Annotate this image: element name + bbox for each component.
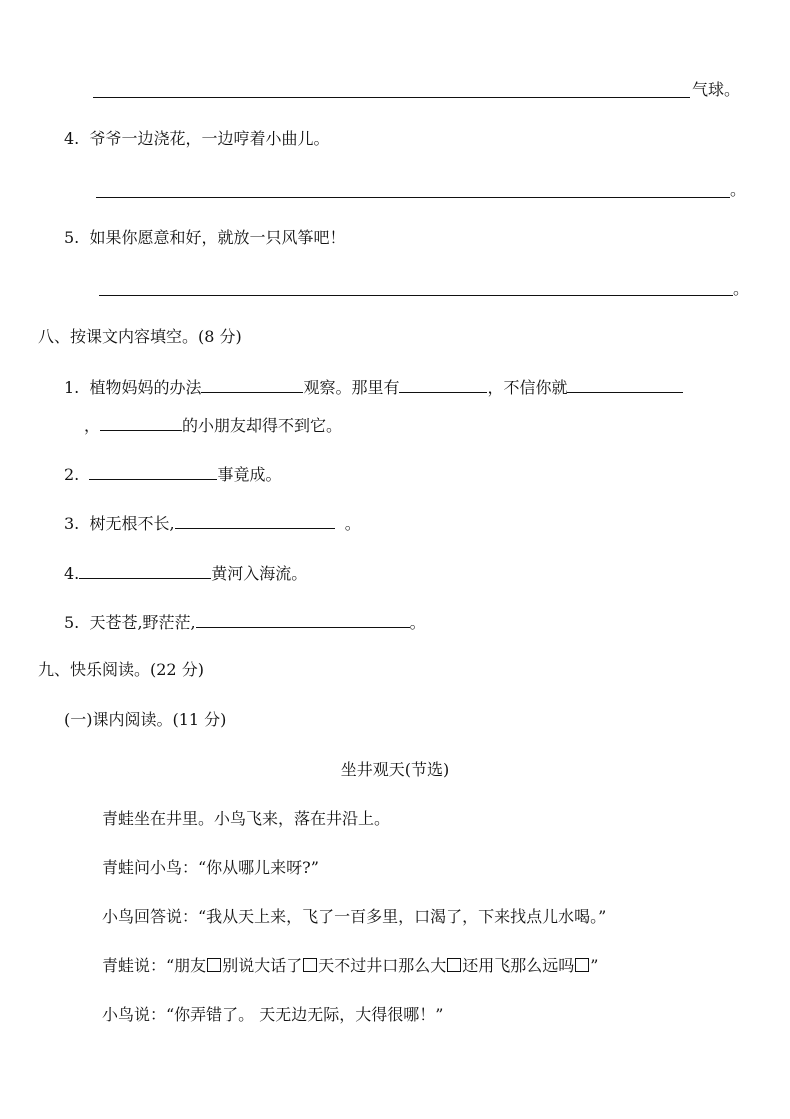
q7-item5-text: 如果你愿意和好，就放一只风筝吧！ xyxy=(89,228,346,247)
q7-item5-number: 5. xyxy=(64,228,80,247)
punctuation-box[interactable] xyxy=(447,958,461,972)
q7-item4-suffix: 。 xyxy=(730,180,747,199)
para4-part2: 别说大话了 xyxy=(222,956,303,975)
fill-blank[interactable] xyxy=(196,611,410,628)
q7-item5 xyxy=(64,228,345,248)
q8-item4 xyxy=(64,562,307,584)
fill-blank[interactable] xyxy=(567,376,683,393)
sub-heading-reading: (一)课内阅读。(11 分) xyxy=(64,710,227,729)
answer-line-q7-4[interactable] xyxy=(96,197,730,198)
q8-item1-part1: 植物妈妈的办法 xyxy=(89,378,202,397)
q8-item5-text: 天苍苍,野茫茫, xyxy=(89,613,196,632)
passage-paragraph-4 xyxy=(102,956,598,976)
q8-item2-text: 事竟成。 xyxy=(217,465,282,484)
passage-paragraph-5: 小鸟说：“你弄错了。 天无边无际，大得很哪！” xyxy=(102,1005,444,1024)
q7-item4-text: 爷爷一边浇花，一边哼着小曲儿。 xyxy=(89,129,330,148)
answer-line-q7-5[interactable] xyxy=(99,295,733,296)
q8-item2-number: 2. xyxy=(64,465,80,484)
fill-blank[interactable] xyxy=(89,463,217,480)
punctuation-box[interactable] xyxy=(575,958,589,972)
q8-item1-line2 xyxy=(84,414,342,436)
fill-blank[interactable] xyxy=(399,376,487,393)
q8-item3-number: 3. xyxy=(64,514,80,533)
q8-item2 xyxy=(64,463,281,485)
para4-part3: 天不过井口那么大 xyxy=(318,956,447,975)
q8-item5-suffix: 。 xyxy=(409,613,426,632)
answer-line-q7-3[interactable] xyxy=(93,97,690,98)
q8-item1-part3: ，不信你就 xyxy=(487,378,568,397)
para4-part4: 还用飞那么远吗 xyxy=(462,956,575,975)
fill-blank[interactable] xyxy=(79,562,211,579)
q8-item3-suffix: 。 xyxy=(344,514,361,533)
q8-item1-part5: 的小朋友却得不到它。 xyxy=(182,416,343,435)
q8-item3 xyxy=(64,512,361,534)
q7-item5-suffix: 。 xyxy=(733,279,750,298)
para4-part1: 青蛙说：“朋友 xyxy=(102,956,207,975)
passage-paragraph-3: 小鸟回答说：“我从天上来，飞了一百多里，口渴了，下来找点儿水喝。” xyxy=(102,907,607,926)
q8-item4-text: 黄河入海流。 xyxy=(211,564,308,583)
q8-item5-number: 5. xyxy=(64,613,80,632)
q8-item3-text: 树无根不长, xyxy=(89,514,175,533)
para4-part5: ” xyxy=(590,956,599,975)
q7-item4 xyxy=(64,129,329,149)
section-heading-q8: 八、按课文内容填空。(8 分) xyxy=(38,327,242,346)
fill-blank[interactable] xyxy=(201,376,303,393)
punctuation-box[interactable] xyxy=(207,958,221,972)
passage-paragraph-1: 青蛙坐在井里。小鸟飞来，落在井沿上。 xyxy=(102,809,391,828)
fill-blank[interactable] xyxy=(100,414,182,431)
q8-item1-line1 xyxy=(64,376,683,398)
punctuation-box[interactable] xyxy=(303,958,317,972)
passage-paragraph-2: 青蛙问小鸟：“你从哪儿来呀?” xyxy=(102,858,319,877)
fill-blank[interactable] xyxy=(175,512,335,529)
q7-item3-suffix: 气球。 xyxy=(692,80,741,99)
passage-title: 坐井观天(节选) xyxy=(340,760,450,779)
q8-item4-number: 4. xyxy=(64,564,80,583)
q8-item1-part2: 观察。那里有 xyxy=(303,378,400,397)
q8-item1-number: 1. xyxy=(64,378,80,397)
section-heading-q9: 九、快乐阅读。(22 分) xyxy=(38,660,204,679)
q7-item4-number: 4. xyxy=(64,129,80,148)
q8-item1-part4: ， xyxy=(84,416,101,435)
q8-item5 xyxy=(64,611,426,633)
